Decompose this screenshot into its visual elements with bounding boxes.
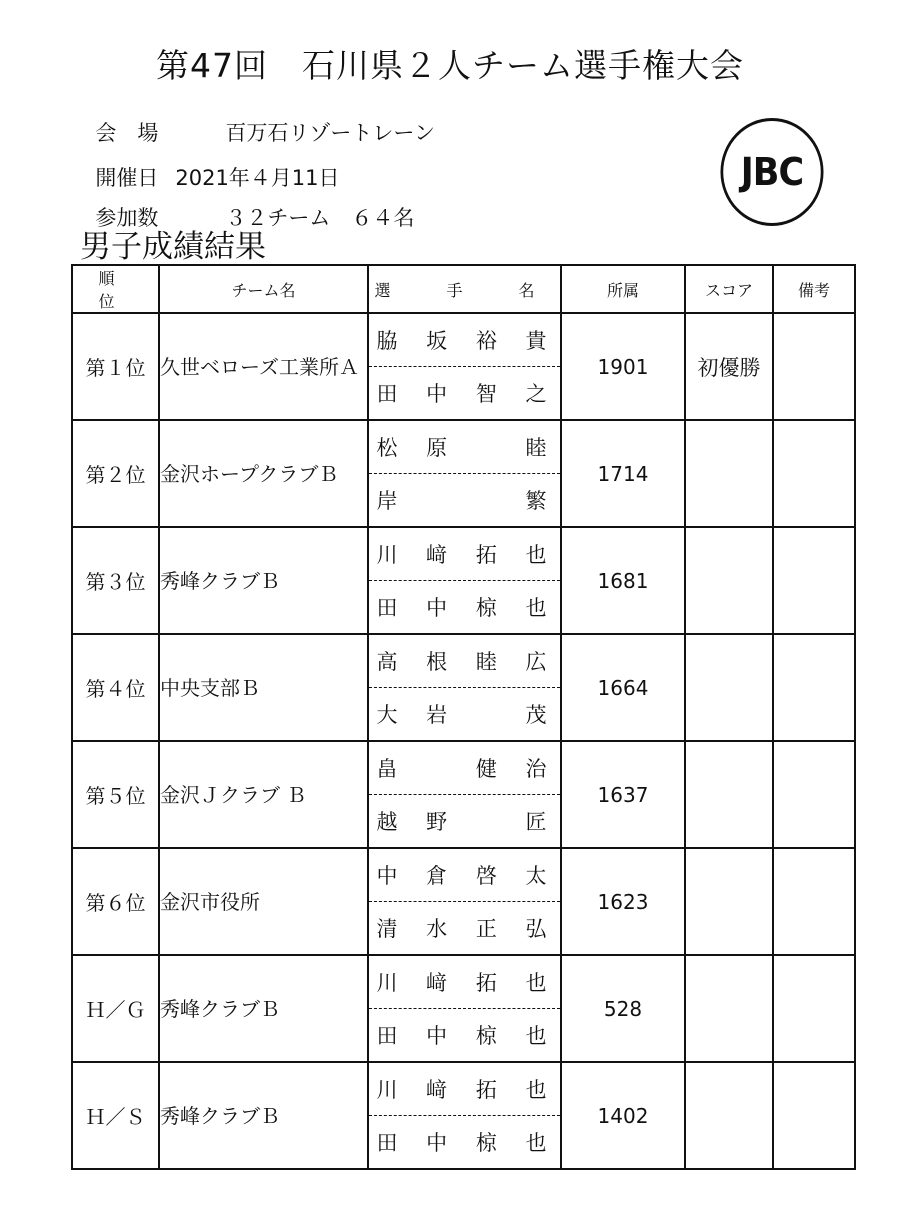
player-name-char: 畠 bbox=[376, 757, 398, 781]
players-cell bbox=[368, 313, 561, 420]
player-name-char: 也 bbox=[525, 1131, 547, 1155]
player-name bbox=[369, 1116, 560, 1168]
player-name-char: 川 bbox=[376, 1078, 398, 1102]
player-name-char: 川 bbox=[376, 971, 398, 995]
rank-cell: 第１位 bbox=[72, 313, 159, 420]
player-name-char: 水 bbox=[426, 917, 448, 941]
count-label: 参加数 bbox=[95, 206, 159, 230]
player-name-char: 中 bbox=[426, 1131, 448, 1155]
player-name-char: 拓 bbox=[475, 1078, 497, 1102]
player-name-char: 拓 bbox=[475, 971, 497, 995]
player-name-char: 椋 bbox=[475, 596, 497, 620]
team-name-cell: 金沢Ｊクラブ Ｂ bbox=[159, 741, 368, 848]
player-name bbox=[369, 742, 560, 795]
venue-value: 百万石リゾートレーン bbox=[225, 121, 435, 145]
table-header-row bbox=[72, 265, 855, 313]
player-name-char: 坂 bbox=[426, 329, 448, 353]
column-header-rank: 順 位 bbox=[72, 265, 159, 313]
player-name-char: 椋 bbox=[475, 1024, 497, 1048]
player-name-char: 太 bbox=[525, 864, 547, 888]
date-value: 2021年４月11日 bbox=[175, 166, 340, 190]
venue-label: 会 場 bbox=[95, 121, 159, 145]
player-name-char: 岩 bbox=[426, 703, 448, 727]
column-header-players: 選 手 名 bbox=[368, 265, 561, 313]
notes-cell bbox=[773, 955, 855, 1062]
rank-cell: Ｈ／Ｓ bbox=[72, 1062, 159, 1169]
notes-cell bbox=[773, 848, 855, 955]
player-name-char: 睦 bbox=[525, 436, 547, 460]
player-name-char: 倉 bbox=[426, 864, 448, 888]
player-name-char: 広 bbox=[525, 650, 547, 674]
player-name-char: 﨑 bbox=[426, 543, 448, 567]
page-title: 第47回 石川県２人チーム選手権大会 bbox=[156, 46, 744, 85]
player-name-char: 睦 bbox=[475, 650, 497, 674]
notes-cell bbox=[773, 420, 855, 527]
player-name-char: 大 bbox=[376, 703, 398, 727]
player-name-char: 正 bbox=[475, 917, 497, 941]
player-name bbox=[369, 528, 560, 581]
column-header-affiliation: 所属 bbox=[561, 265, 685, 313]
table-row bbox=[72, 848, 855, 955]
players-cell bbox=[368, 634, 561, 741]
player-name-char: 健 bbox=[475, 757, 497, 781]
player-name bbox=[369, 421, 560, 474]
score-cell bbox=[685, 848, 773, 955]
player-name bbox=[369, 1009, 560, 1061]
column-header-score: スコア bbox=[685, 265, 773, 313]
section-title: 男子成績結果 bbox=[80, 229, 266, 265]
players-cell bbox=[368, 848, 561, 955]
table-row bbox=[72, 1062, 855, 1169]
player-name-char: 高 bbox=[376, 650, 398, 674]
player-name-char: 﨑 bbox=[426, 971, 448, 995]
column-header-notes: 備考 bbox=[773, 265, 855, 313]
player-name-char: 川 bbox=[376, 543, 398, 567]
affiliation-cell: 1714 bbox=[561, 420, 685, 527]
count-value: ３２チーム ６４名 bbox=[225, 206, 415, 230]
affiliation-cell: 1402 bbox=[561, 1062, 685, 1169]
player-name-char: 﨑 bbox=[426, 1078, 448, 1102]
notes-cell bbox=[773, 741, 855, 848]
player-name-char: 也 bbox=[525, 543, 547, 567]
player-name-char: 也 bbox=[525, 971, 547, 995]
rank-cell: Ｈ／Ｇ bbox=[72, 955, 159, 1062]
player-name-char: 也 bbox=[525, 1078, 547, 1102]
table-row bbox=[72, 420, 855, 527]
player-name-char: 田 bbox=[376, 1131, 398, 1155]
player-name-char: 中 bbox=[376, 864, 398, 888]
affiliation-cell: 528 bbox=[561, 955, 685, 1062]
jbc-logo: JBC bbox=[720, 118, 823, 226]
table-row bbox=[72, 741, 855, 848]
player-name-char: 智 bbox=[475, 382, 497, 406]
player-name bbox=[369, 474, 560, 526]
player-name-char: 田 bbox=[376, 382, 398, 406]
table-row bbox=[72, 313, 855, 420]
results-table bbox=[71, 264, 856, 1170]
player-name bbox=[369, 581, 560, 633]
team-name-cell: 金沢市役所 bbox=[159, 848, 368, 955]
team-name-cell: 秀峰クラブＢ bbox=[159, 527, 368, 634]
player-name-char: 也 bbox=[525, 596, 547, 620]
player-name-char: 拓 bbox=[475, 543, 497, 567]
player-name bbox=[369, 956, 560, 1009]
player-name bbox=[369, 635, 560, 688]
player-name-char: 也 bbox=[525, 1024, 547, 1048]
score-cell bbox=[685, 634, 773, 741]
player-name-char: 裕 bbox=[475, 329, 497, 353]
player-name-char: 中 bbox=[426, 1024, 448, 1048]
rank-cell: 第２位 bbox=[72, 420, 159, 527]
players-cell bbox=[368, 1062, 561, 1169]
rank-cell: 第６位 bbox=[72, 848, 159, 955]
player-name-char: 椋 bbox=[475, 1131, 497, 1155]
players-cell bbox=[368, 527, 561, 634]
score-cell bbox=[685, 1062, 773, 1169]
player-name-char: 啓 bbox=[475, 864, 497, 888]
player-name-char: 根 bbox=[426, 650, 448, 674]
table-row bbox=[72, 955, 855, 1062]
affiliation-cell: 1623 bbox=[561, 848, 685, 955]
player-name-char: 田 bbox=[376, 596, 398, 620]
score-cell bbox=[685, 741, 773, 848]
player-name-char: 越 bbox=[376, 810, 398, 834]
players-cell bbox=[368, 955, 561, 1062]
player-name-char: 脇 bbox=[376, 329, 398, 353]
player-name-char: 中 bbox=[426, 596, 448, 620]
score-cell bbox=[685, 527, 773, 634]
team-name-cell: 金沢ホープクラブＢ bbox=[159, 420, 368, 527]
team-name-cell: 中央支部Ｂ bbox=[159, 634, 368, 741]
player-name bbox=[369, 902, 560, 954]
notes-cell bbox=[773, 527, 855, 634]
column-header-team: チーム名 bbox=[159, 265, 368, 313]
players-cell bbox=[368, 741, 561, 848]
player-name-char: 之 bbox=[525, 382, 547, 406]
team-name-cell: 久世ベローズ工業所Ａ bbox=[159, 313, 368, 420]
player-name-char: 田 bbox=[376, 1024, 398, 1048]
player-name-char: 治 bbox=[525, 757, 547, 781]
team-name-cell: 秀峰クラブＢ bbox=[159, 1062, 368, 1169]
player-name-char: 匠 bbox=[525, 810, 547, 834]
player-name-char: 繁 bbox=[525, 489, 547, 513]
affiliation-cell: 1664 bbox=[561, 634, 685, 741]
notes-cell bbox=[773, 634, 855, 741]
team-name-cell: 秀峰クラブＢ bbox=[159, 955, 368, 1062]
rank-cell: 第３位 bbox=[72, 527, 159, 634]
affiliation-cell: 1681 bbox=[561, 527, 685, 634]
table-row bbox=[72, 527, 855, 634]
player-name-char: 清 bbox=[376, 917, 398, 941]
player-name-char: 岸 bbox=[376, 489, 398, 513]
player-name-char: 茂 bbox=[525, 703, 547, 727]
player-name bbox=[369, 367, 560, 419]
player-name-char: 中 bbox=[426, 382, 448, 406]
player-name bbox=[369, 795, 560, 847]
player-name bbox=[369, 314, 560, 367]
player-name-char: 野 bbox=[426, 810, 448, 834]
affiliation-cell: 1901 bbox=[561, 313, 685, 420]
date-label: 開催日 bbox=[95, 166, 159, 190]
player-name-char: 弘 bbox=[525, 917, 547, 941]
score-cell bbox=[685, 420, 773, 527]
notes-cell bbox=[773, 1062, 855, 1169]
player-name-char: 貴 bbox=[525, 329, 547, 353]
affiliation-cell: 1637 bbox=[561, 741, 685, 848]
player-name bbox=[369, 1063, 560, 1116]
score-cell bbox=[685, 955, 773, 1062]
rank-cell: 第５位 bbox=[72, 741, 159, 848]
rank-cell: 第４位 bbox=[72, 634, 159, 741]
table-row bbox=[72, 634, 855, 741]
score-cell: 初優勝 bbox=[685, 313, 773, 420]
notes-cell bbox=[773, 313, 855, 420]
player-name bbox=[369, 688, 560, 740]
player-name-char: 松 bbox=[376, 436, 398, 460]
player-name-char: 原 bbox=[426, 436, 448, 460]
players-cell bbox=[368, 420, 561, 527]
player-name bbox=[369, 849, 560, 902]
